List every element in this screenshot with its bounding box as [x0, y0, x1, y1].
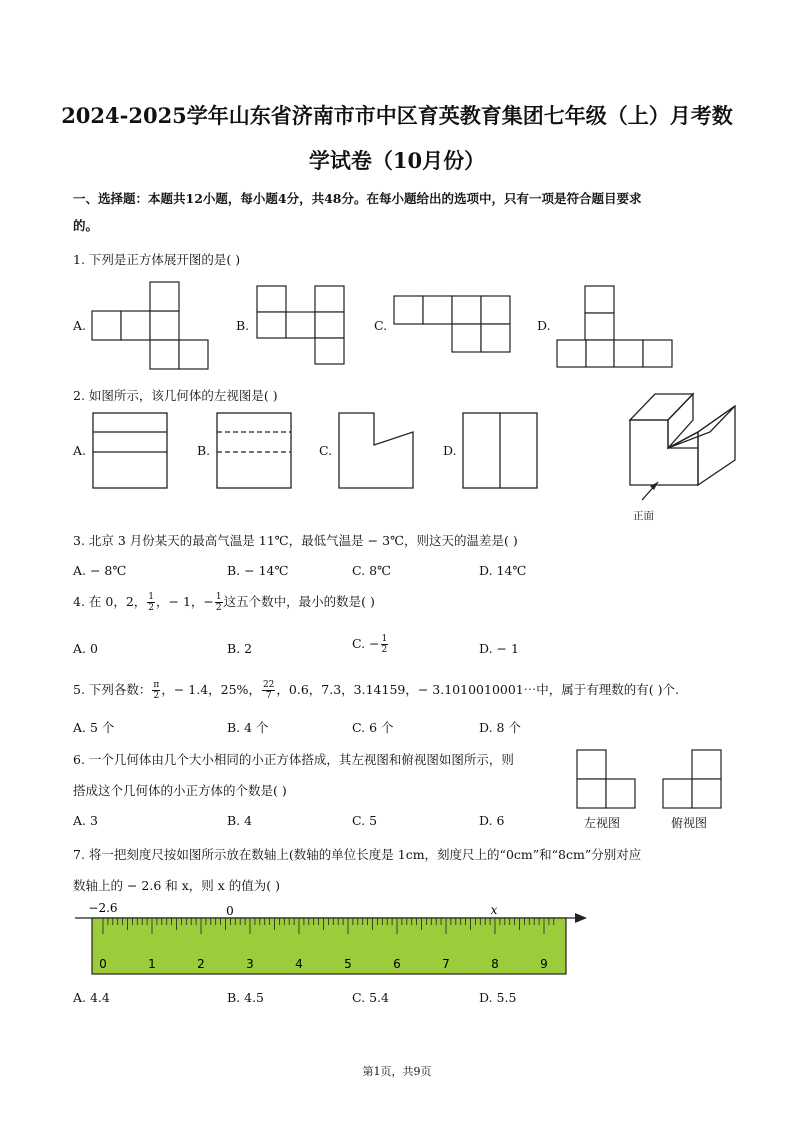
q1-net-a: [92, 280, 212, 375]
q6-option-a: A. 3: [73, 813, 98, 828]
q3-option-c: C. 8℃: [352, 563, 392, 578]
q2-option-a-label: A.: [73, 443, 87, 458]
q1-net-c: [393, 295, 513, 355]
q3-option-d: D. 14℃: [479, 563, 527, 578]
ruler-number: 5: [344, 957, 352, 971]
q5-stem-part-c: ，0.6，7.3，3.14159，− 3.1010010001⋯中，属于有理数的有( )个.: [276, 682, 679, 697]
q3-stem: 3. 北京 3 月份某天的最高气温是 11℃，最低气温是 − 3℃，则这天的温差是( ): [73, 533, 518, 548]
q6-option-b: B. 4: [227, 813, 253, 828]
q5-fraction-22-7: [262, 680, 275, 701]
q1-option-a-label: A.: [73, 318, 87, 333]
q2-stem: 2. 如图所示，该几何体的左视图是( ): [73, 388, 278, 403]
q4-stem-part-a: 4. 在 0，2，: [73, 594, 147, 609]
ruler-number: 6: [393, 957, 401, 971]
q4-option-c: [352, 634, 389, 655]
q5-option-d: D. 8 个: [479, 720, 521, 735]
q5-option-b: B. 4 个: [227, 720, 269, 735]
q4-fraction-a-num: 1: [148, 592, 155, 602]
q4-option-c-num: 1: [381, 634, 388, 644]
q6-left-view-label: 左视图: [584, 816, 621, 830]
q1-option-d-label: D.: [537, 318, 551, 333]
q5-stem-part-a: 5. 下列各数：: [73, 682, 152, 697]
q4-option-c-prefix: C. −: [352, 636, 380, 651]
q7-number-line-ruler: [70, 898, 600, 980]
q2-option-c-label: C.: [319, 443, 333, 458]
q6-left-view: [576, 749, 638, 811]
q6-option-c: C. 5: [352, 813, 378, 828]
q7-axis-label-neg2-6: −2.6: [88, 901, 118, 915]
page-title-line2: 学试卷（10月份）: [308, 148, 486, 173]
ruler-number: 1: [148, 957, 156, 971]
q1-stem: 1. 下列是正方体展开图的是( ): [73, 252, 241, 267]
q4-stem: [73, 592, 375, 613]
q2-view-c: [338, 412, 418, 492]
q3-option-a: A. − 8℃: [73, 563, 127, 578]
q1-net-b: [256, 285, 351, 370]
q4-stem-part-c: 这五个数中，最小的数是( ): [223, 594, 375, 609]
q7-stem-line1: 7. 将一把刻度尺按如图所示放在数轴上(数轴的单位长度是 1cm，刻度尺上的“0cm”和“8cm”分别对应: [73, 847, 642, 862]
ruler-number: 2: [197, 957, 205, 971]
q5-fraction-22-7-num: 22: [262, 680, 275, 690]
q6-top-view-label: 俯视图: [671, 816, 708, 830]
ruler-number: 7: [442, 957, 450, 971]
q1-net-d: [556, 285, 676, 370]
q7-stem-line2: 数轴上的 − 2.6 和 x，则 x 的值为( ): [73, 878, 281, 893]
q5-fraction-pi-num: π: [153, 680, 160, 690]
ruler-number: 3: [246, 957, 254, 971]
q7-option-b: B. 4.5: [227, 990, 265, 1005]
q2-solid-figure: [628, 382, 758, 522]
page-footer: 第1页，共9页: [362, 1065, 432, 1078]
q6-option-d: D. 6: [479, 813, 505, 828]
ruler-number: 4: [295, 957, 303, 971]
q7-option-a: A. 4.4: [73, 990, 110, 1005]
q4-fraction-b: [215, 592, 223, 613]
q5-stem: [73, 680, 679, 701]
q5-fraction-pi: [152, 680, 160, 701]
q3-option-b: B. − 14℃: [227, 563, 289, 578]
q4-option-b: B. 2: [227, 641, 253, 656]
q4-stem-part-b: ，− 1，−: [156, 594, 214, 609]
q6-stem-line2: 搭成这个几何体的小正方体的个数是( ): [73, 783, 287, 798]
q5-fraction-22-7-den: 7: [265, 691, 272, 701]
q7-axis-label-zero: 0: [226, 904, 234, 918]
q1-option-c-label: C.: [374, 318, 388, 333]
q4-fraction-b-den: 2: [215, 603, 222, 613]
q4-option-d: D. − 1: [479, 641, 519, 656]
q6-top-view: [662, 749, 724, 811]
section-heading-cont: 的。: [73, 218, 99, 233]
q5-option-a: A. 5 个: [73, 720, 115, 735]
q7-axis-label-x: x: [490, 903, 498, 917]
page-title-line1: 2024-2025学年山东省济南市市中区育英教育集团七年级（上）月考数: [61, 103, 733, 128]
ruler-number: 9: [540, 957, 548, 971]
q2-option-d-label: D.: [443, 443, 457, 458]
q2-front-label: 正面: [633, 510, 654, 522]
q7-option-c: C. 5.4: [352, 990, 389, 1005]
ruler-number: 8: [491, 957, 499, 971]
q4-fraction-b-num: 1: [215, 592, 222, 602]
q2-view-b: [216, 412, 296, 492]
q4-option-c-fraction: [381, 634, 389, 655]
q5-option-c: C. 6 个: [352, 720, 394, 735]
q2-view-d: [462, 412, 542, 492]
q4-fraction-a-den: 2: [148, 603, 155, 613]
q1-option-b-label: B.: [236, 318, 250, 333]
section-heading: 一、选择题：本题共12小题，每小题4分，共48分。在每小题给出的选项中，只有一项是符合题目要求: [73, 191, 642, 206]
q7-option-d: D. 5.5: [479, 990, 517, 1005]
q4-fraction-a: [147, 592, 155, 613]
q2-view-a: [92, 412, 172, 492]
q5-stem-part-b: ，− 1.4̇，25%，: [161, 682, 261, 697]
q4-option-a: A. 0: [73, 641, 98, 656]
q6-stem-line1: 6. 一个几何体由几个大小相同的小正方体搭成，其左视图和俯视图如图所示，则: [73, 752, 514, 767]
q5-fraction-pi-den: 2: [153, 691, 160, 701]
q4-option-c-den: 2: [381, 645, 388, 655]
ruler-number: 0: [99, 957, 107, 971]
q2-option-b-label: B.: [197, 443, 211, 458]
